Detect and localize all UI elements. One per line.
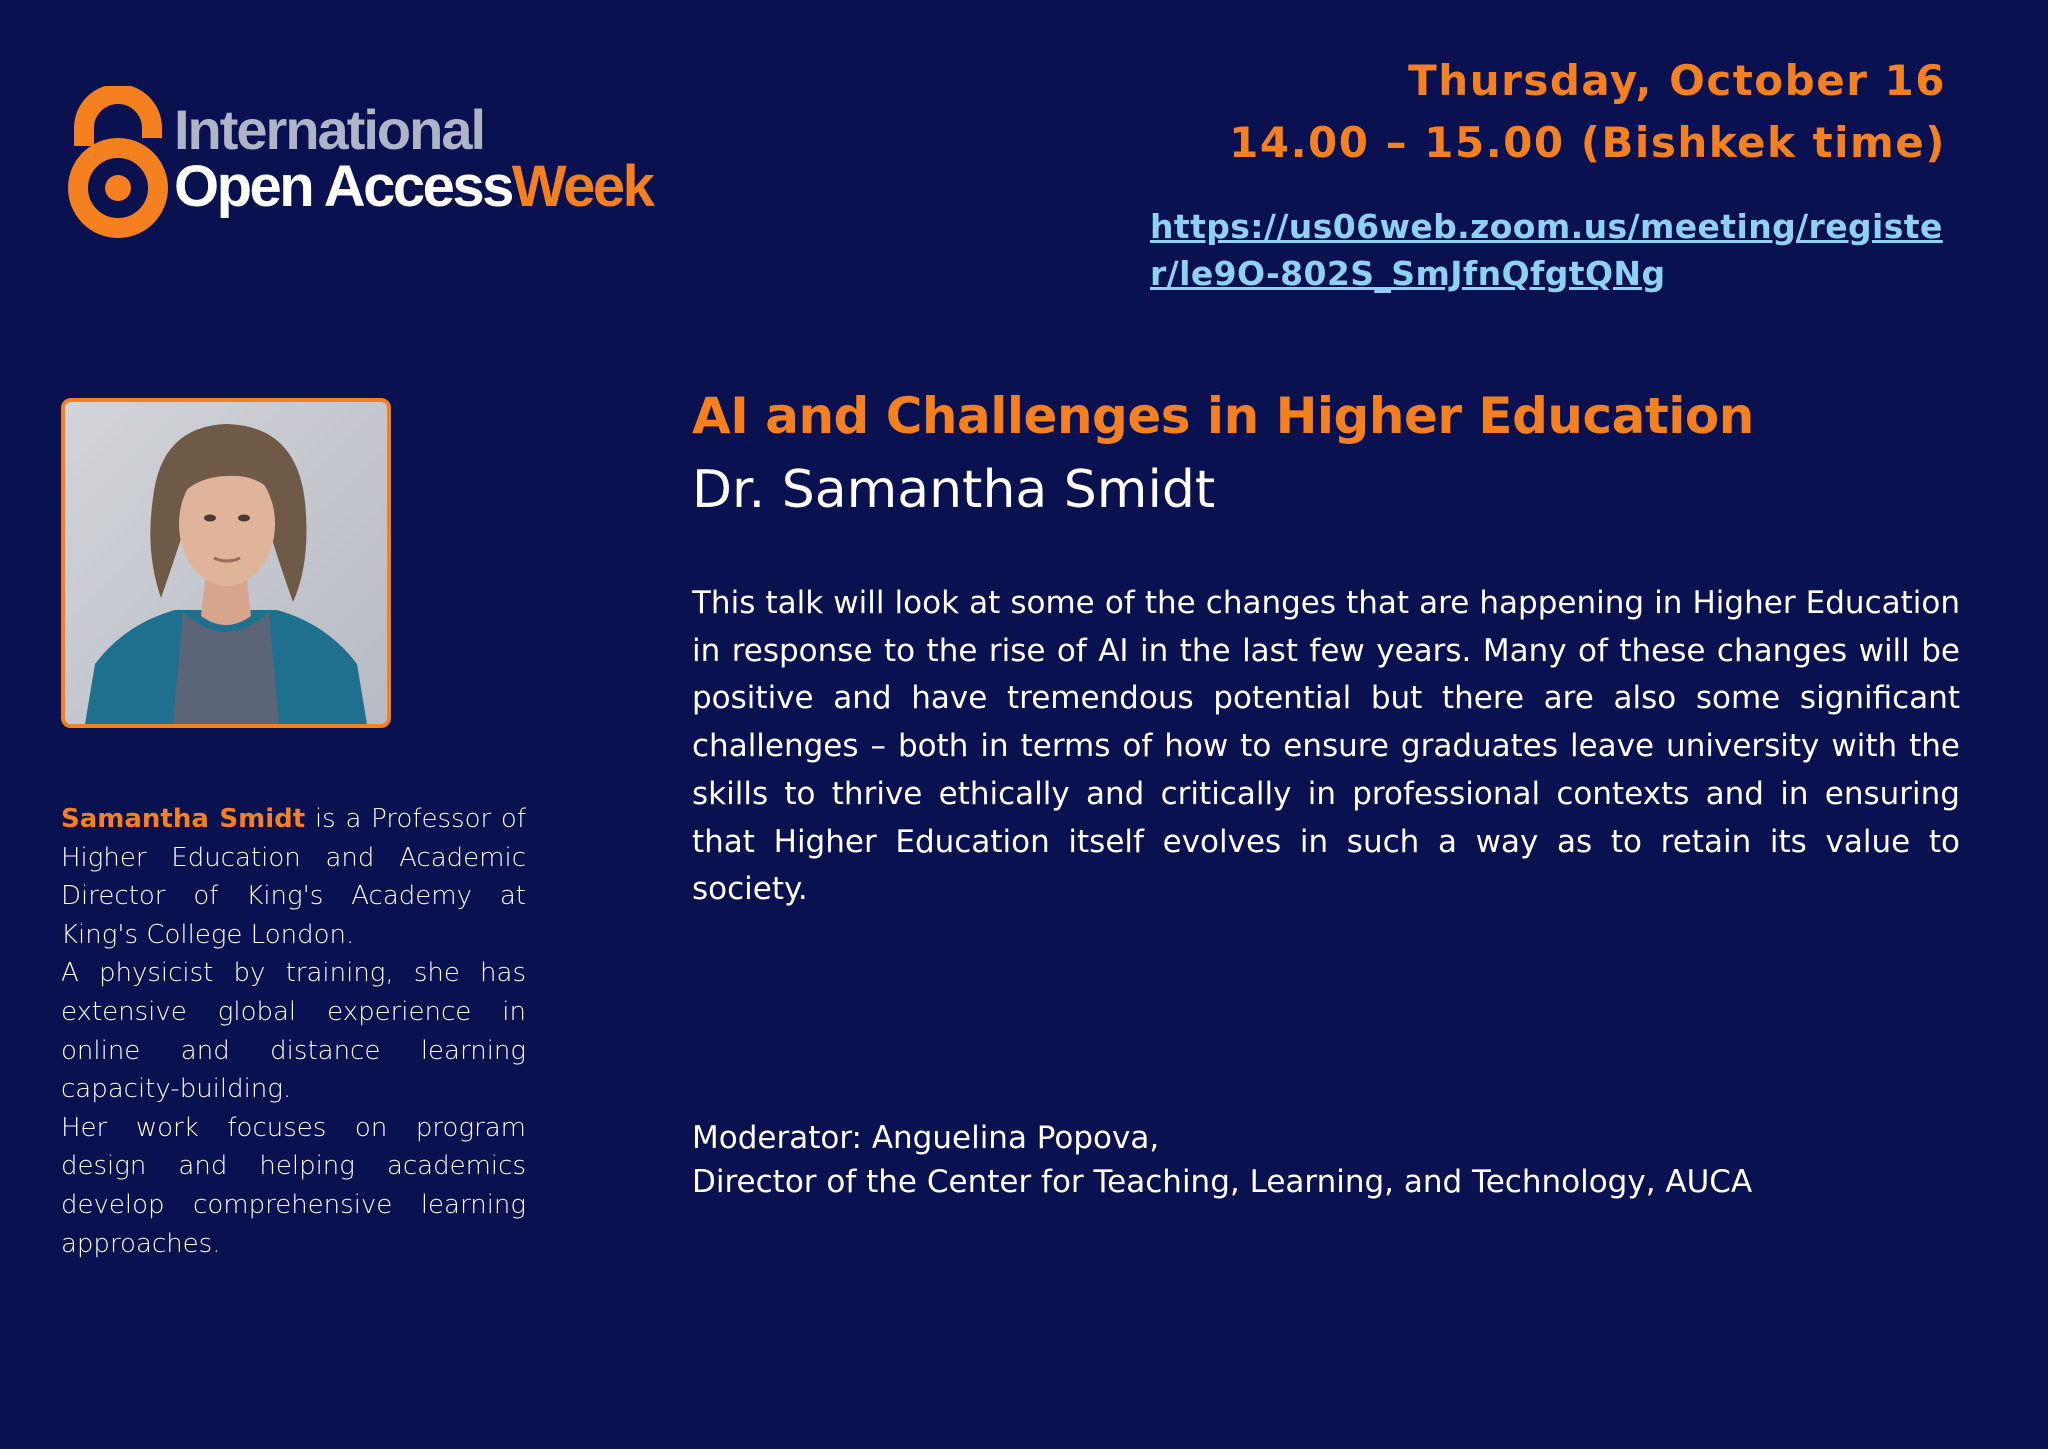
moderator-info — [692, 1116, 1992, 1204]
bio-speaker-name: Samantha Smidt — [61, 804, 306, 834]
logo-text-open-access-week — [174, 156, 652, 218]
open-access-week-logo — [58, 86, 708, 246]
moderator-line-2: Director of the Center for Teaching, Learning, and Technology, AUCA — [692, 1164, 1753, 1200]
talk-abstract: This talk will look at some of the changes that are happening in Higher Education in response to the rise of AI in the last few years. Many of these changes will be positive and have tremendous potential but there are also some significant challenges – both in terms of how to ensure graduates leave university with the skills to thrive ethically and critically in professional contexts and in ensuring that Higher Education itself evolves in such a way as to retain its value to society. — [692, 585, 1960, 908]
bio-paragraph-2: A physicist by training, she has extensive global experience in online and distance learning capacity-building. — [61, 958, 526, 1105]
moderator-line-1: Moderator: Anguelina Popova, — [692, 1120, 1160, 1156]
speaker-bio — [61, 800, 526, 1263]
bio-paragraph-1 — [61, 800, 526, 954]
speaker-portrait-image — [65, 402, 387, 724]
event-date: Thursday, October 16 — [1408, 56, 1946, 105]
logo-text-open-access: Open Access — [174, 154, 512, 219]
talk-title: AI and Challenges in Higher Education — [692, 387, 1754, 445]
speaker-photo — [61, 398, 391, 728]
open-access-lock-icon — [58, 86, 178, 238]
bio-paragraph-1-text: is a Professor of Higher Education and Academic Director of King's Academy at King's College London. — [61, 804, 526, 950]
logo-text-international: International — [174, 98, 485, 161]
registration-link[interactable]: https://us06web.zoom.us/meeting/register/le9O-802S_SmJfnQfgtQNg — [1150, 207, 1943, 293]
logo-text-week: Week — [511, 154, 653, 219]
bio-paragraph-3: Her work focuses on program design and helping academics develop comprehensive learning approaches. — [61, 1112, 526, 1259]
event-time: 14.00 – 15.00 (Bishkek time) — [1229, 118, 1946, 167]
speaker-name: Dr. Samantha Smidt — [692, 460, 1216, 520]
